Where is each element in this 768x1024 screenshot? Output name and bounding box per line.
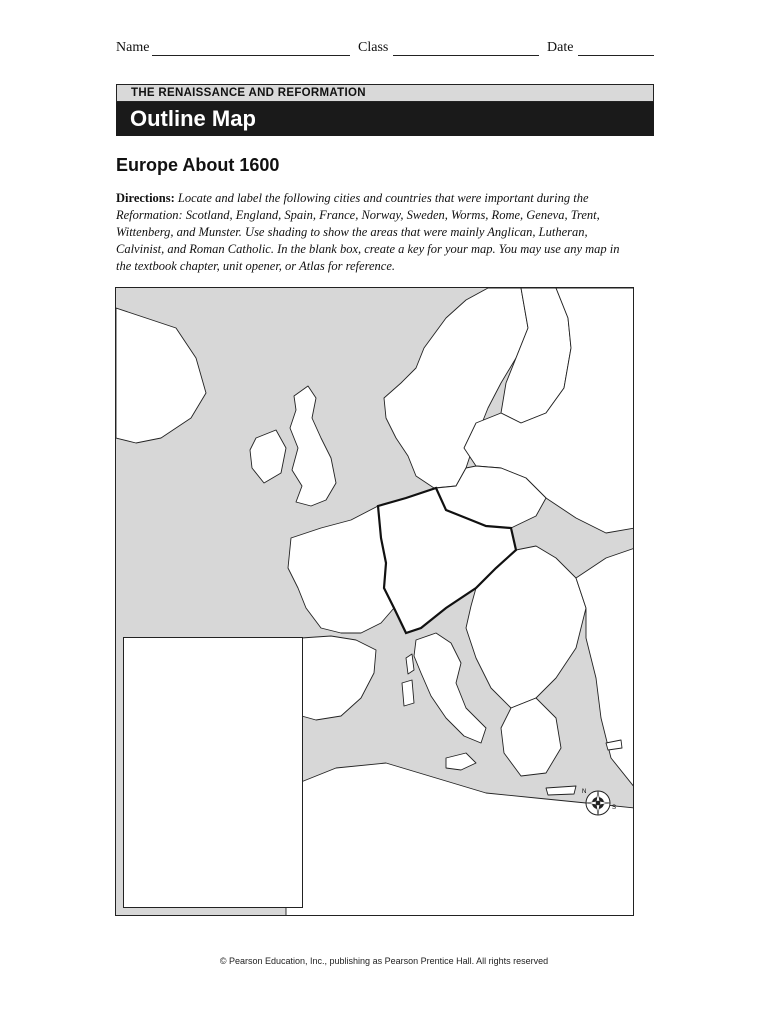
compass-n: N bbox=[582, 789, 587, 795]
class-label: Class bbox=[358, 40, 389, 55]
map-key-box[interactable] bbox=[123, 637, 303, 908]
name-field-line[interactable] bbox=[152, 55, 350, 56]
class-field-line[interactable] bbox=[393, 55, 539, 56]
section-title: Outline Map bbox=[116, 102, 654, 136]
directions bbox=[116, 190, 636, 275]
copyright-footer: © Pearson Education, Inc., publishing as Pearson Prentice Hall. All rights reserved bbox=[219, 956, 549, 966]
anatolia bbox=[576, 548, 634, 788]
name-label: Name bbox=[116, 40, 150, 55]
sardinia bbox=[402, 680, 414, 706]
sicily bbox=[446, 753, 476, 770]
great-britain bbox=[290, 386, 336, 506]
france bbox=[288, 506, 394, 633]
north-coast bbox=[116, 308, 206, 443]
crete bbox=[546, 786, 576, 795]
unit-title-banner: THE RENAISSANCE AND REFORMATION bbox=[116, 84, 654, 102]
student-info-row bbox=[116, 40, 654, 60]
date-label: Date bbox=[547, 40, 574, 55]
ireland bbox=[250, 430, 286, 483]
map-title: Europe About 1600 bbox=[116, 155, 280, 175]
directions-text: Locate and label the following cities and countries that were important during the Reformation: Scotland, England, Spain, France, Norway, Sweden, Worms, Rome, Geneva, Trent, Wittenberg, and Munster. Use shading to show the areas that were mainly Anglican, Lutheran, Calvinist, and Roman Catholic. In the blank box, create a key for your map. You may use any map in the textbook chapter, unit opener, or Atlas for reference. bbox=[116, 191, 620, 273]
directions-label: Directions: bbox=[116, 191, 175, 205]
greece bbox=[501, 698, 561, 776]
date-field-line[interactable] bbox=[578, 55, 654, 56]
compass-s: S bbox=[612, 805, 617, 811]
corsica bbox=[406, 654, 414, 674]
north-africa bbox=[286, 763, 634, 916]
